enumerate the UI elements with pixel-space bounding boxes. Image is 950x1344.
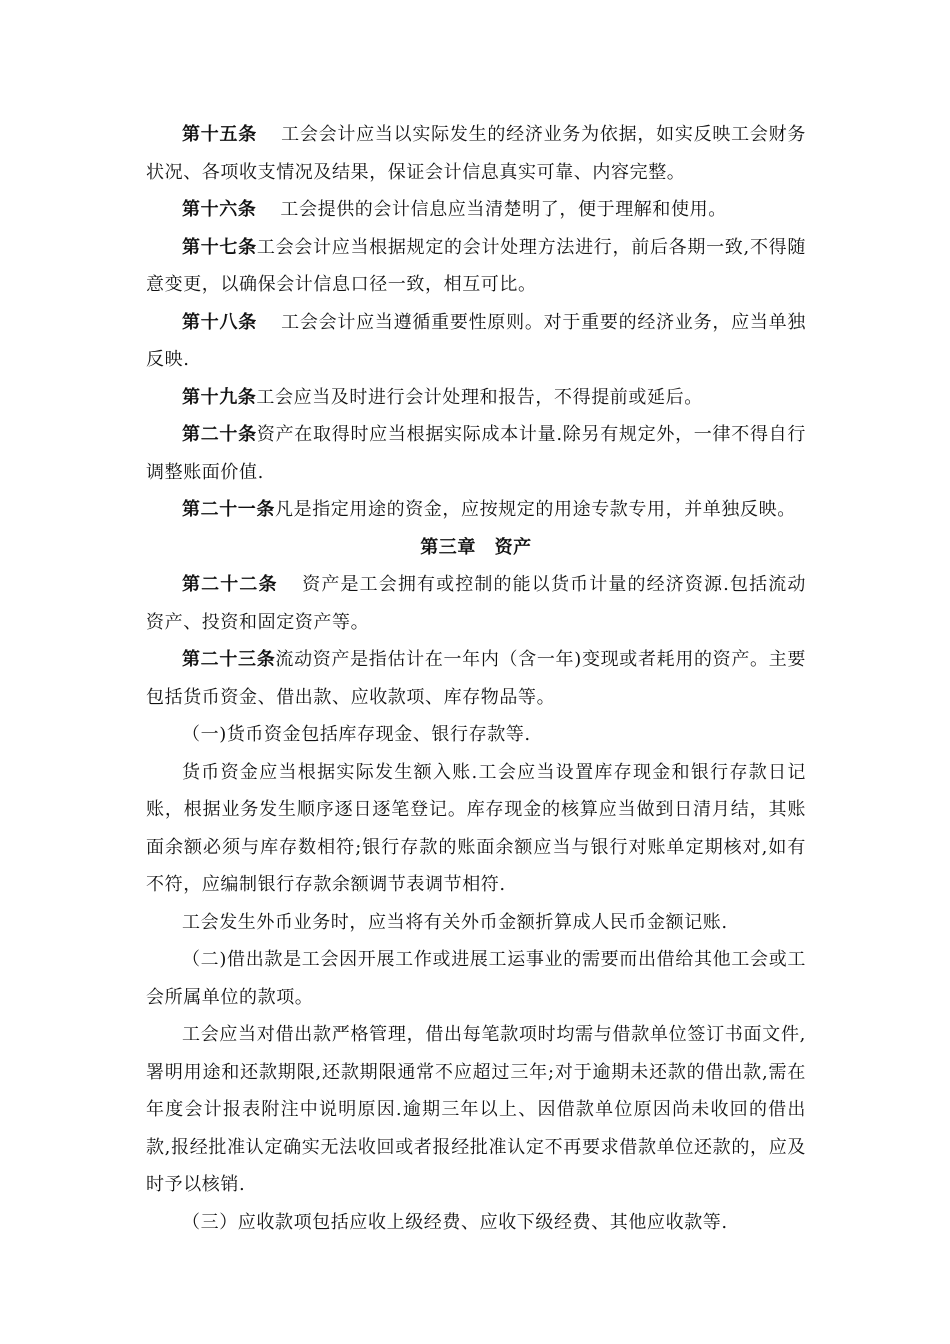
clause-1-foreign: 工会发生外币业务时，应当将有关外币金额折算成人民币金额记账.: [182, 911, 728, 933]
article-text: 流动资产是指估计在一年内（含一年)变现或者耗用的资产。主要包括货币资金、借出款、应收款项、库存物品等。: [146, 649, 806, 708]
article-23: [146, 641, 806, 716]
article-label: 第十八条: [182, 311, 257, 333]
document-body: [146, 116, 806, 1241]
article-label: 第十五条: [182, 124, 257, 145]
chapter-heading: 第三章 资产: [420, 536, 532, 558]
article-label: 第十九条: [182, 386, 257, 408]
clause-1: （一)货币资金包括库存现金、银行存款等.: [182, 724, 531, 745]
article-label: 第二十三条: [182, 649, 276, 670]
clause-1-detail: 货币资金应当根据实际发生额入账.工会应当设置库存现金和银行存款日记账，根据业务发生顺序逐日逐笔登记。库存现金的核算应当做到日清月结，其账面余额必须与库存数相符;银行存款的账面余额应当与银行对账单定期核对,如有不符，应编制银行存款余额调节表调节相符.: [146, 761, 806, 895]
article-18: [146, 304, 806, 379]
clause-2: （二)借出款是工会因开展工作或进展工运事业的需要而出借给其他工会或工会所属单位的款项。: [146, 949, 806, 1008]
article-text: 凡是指定用途的资金，应按规定的用途专款专用，并单独反映。: [275, 499, 796, 520]
article-text: 工会会计应当根据规定的会计处理方法进行，前后各期一致,不得随意变更，以确保会计信息口径一致，相互可比。: [146, 236, 806, 295]
article-16: [146, 191, 806, 229]
article-text: 资产是工会拥有或控制的能以货币计量的经济资源.包括流动资产、投资和固定资产等。: [146, 574, 807, 633]
article-label: 第十七条: [182, 236, 257, 258]
article-text: 工会会计应当遵循重要性原则。对于重要的经济业务，应当单独反映.: [146, 311, 806, 370]
article-19: [146, 379, 806, 417]
article-15: [146, 116, 806, 191]
article-label: 第二十一条: [182, 499, 275, 520]
article-text: 工会应当及时进行会计处理和报告，不得提前或延后。: [256, 386, 703, 408]
article-22: [146, 566, 806, 641]
clause-3: （三）应收款项包括应收上级经费、应收下级经费、其他应收款等.: [182, 1211, 728, 1233]
clause-2-detail: 工会应当对借出款严格管理，借出每笔款项时均需与借款单位签订书面文件,署明用途和还款期限,还款期限通常不应超过三年;对于逾期未还款的借出款,需在年度会计报表附注中说明原因.逾期三年以上、因借款单位原因尚未收回的借出款,报经批准认定确实无法收回或者报经批准认定不再要求借款单位还款的，应及时予以核销.: [146, 1024, 806, 1195]
article-text: 资产在取得时应当根据实际成本计量.除另有规定外，一律不得自行调整账面价值.: [146, 424, 806, 483]
article-17: [146, 229, 806, 304]
article-21: [146, 491, 806, 529]
article-text: 工会会计应当以实际发生的经济业务为依据，如实反映工会财务状况、各项收支情况及结果，保证会计信息真实可靠、内容完整。: [146, 124, 806, 183]
article-20: [146, 416, 806, 491]
article-label: 第十六条: [182, 199, 257, 220]
article-label: 第二十二条: [182, 574, 278, 595]
article-label: 第二十条: [182, 424, 257, 445]
article-text: 工会提供的会计信息应当清楚明了，便于理解和使用。: [280, 199, 727, 220]
